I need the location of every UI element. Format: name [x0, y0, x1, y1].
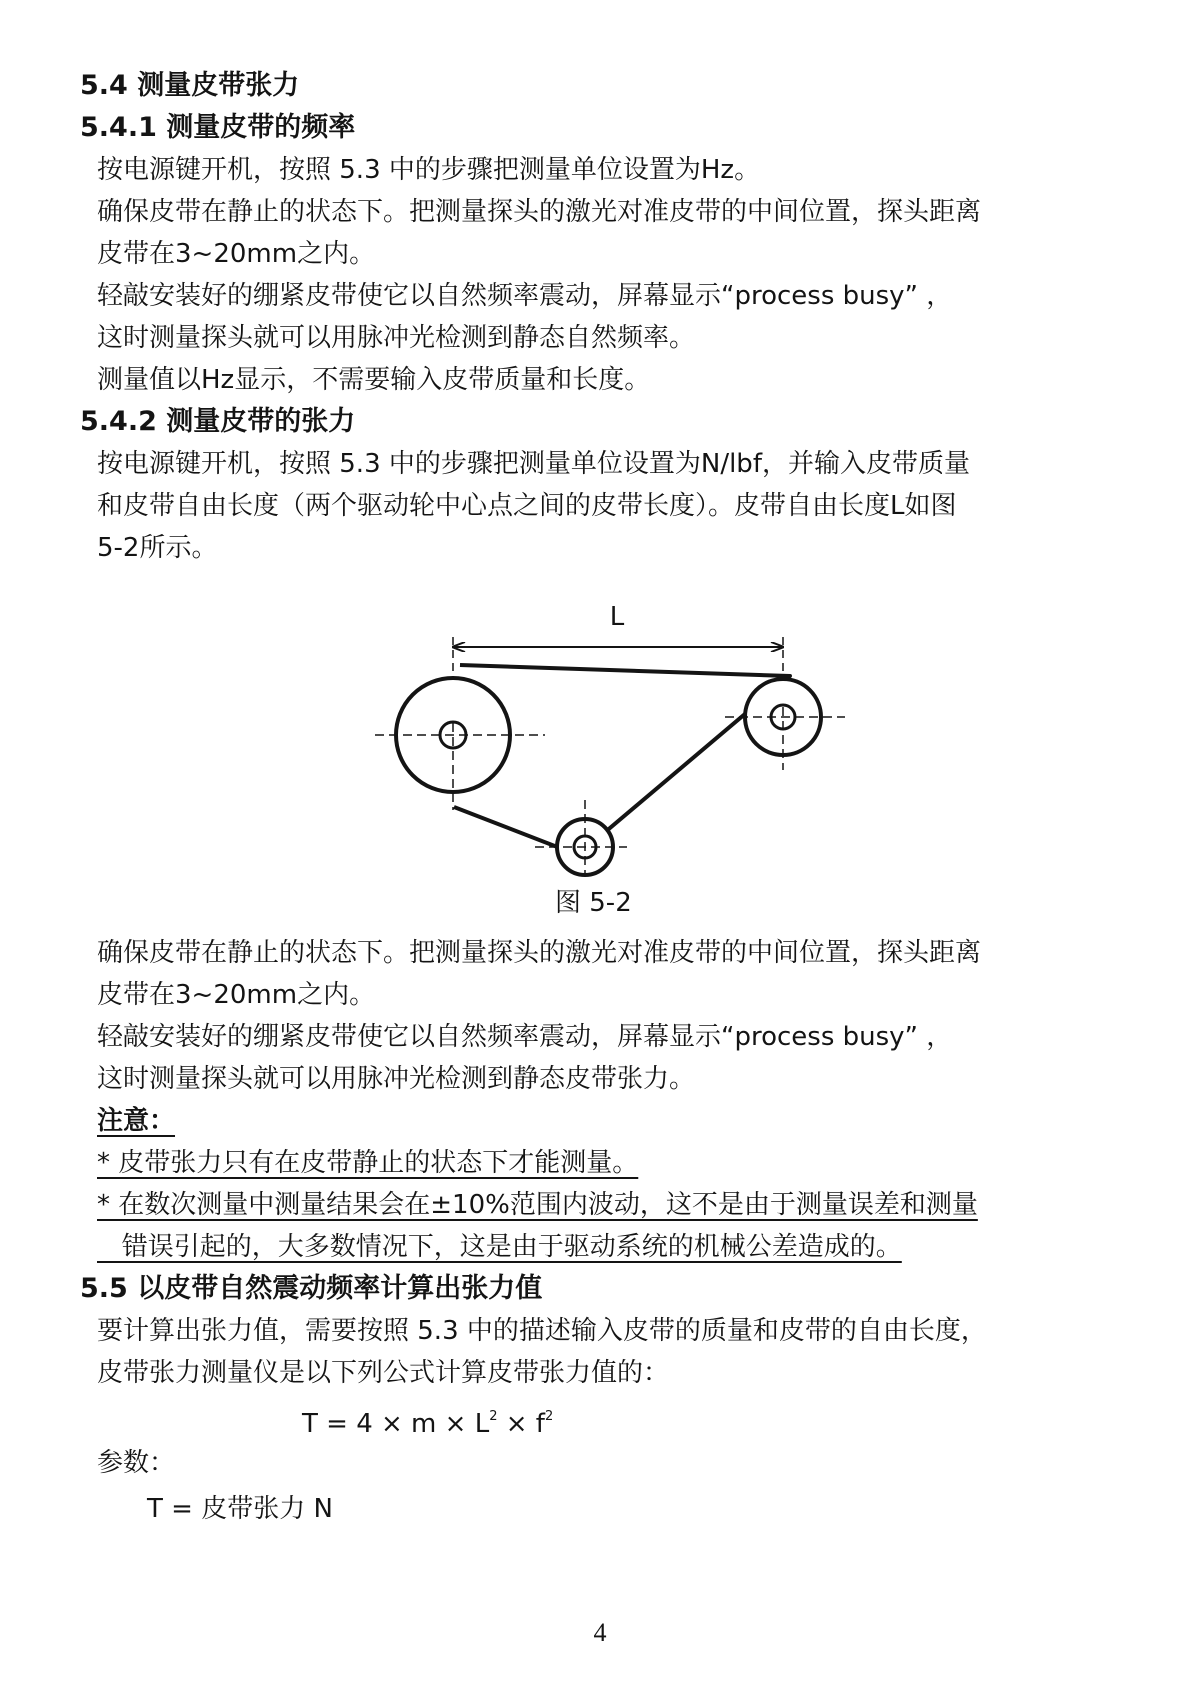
- paragraph-line: 皮带在3~20mm之内。: [97, 980, 376, 1010]
- paragraph-line: 按电源键开机，按照 5.3 中的步骤把测量单位设置为N/lbf，并输入皮带质量: [97, 449, 970, 479]
- page-number: 4: [593, 1618, 607, 1647]
- belt-drive-diagram: [355, 605, 855, 895]
- param-t: T = 皮带张力 N: [147, 1494, 333, 1524]
- paragraph-line: 要计算出张力值，需要按照 5.3 中的描述输入皮带的质量和皮带的自由长度，: [97, 1316, 987, 1346]
- section-5-5-title: 5.5 以皮带自然震动频率计算出张力值: [80, 1273, 543, 1304]
- paragraph-line: 5-2所示。: [97, 533, 218, 563]
- note-title: 注意：: [97, 1106, 176, 1136]
- note-line: 错误引起的，大多数情况下，这是由于驱动系统的机械公差造成的。: [97, 1232, 902, 1262]
- paragraph-line: 皮带张力测量仪是以下列公式计算皮带张力值的：: [97, 1358, 670, 1388]
- paragraph-line: 测量值以Hz显示，不需要输入皮带质量和长度。: [97, 365, 651, 395]
- figure-caption: 图 5-2: [555, 888, 632, 918]
- paragraph-line: 和皮带自由长度（两个驱动轮中心点之间的皮带长度）。皮带自由长度L如图: [97, 491, 957, 521]
- note-line: * 在数次测量中测量结果会在±10%范围内波动，这不是由于测量误差和测量: [97, 1190, 978, 1220]
- formula-main: T = 4 × m × L: [302, 1409, 490, 1439]
- paragraph-line: 轻敲安装好的绷紧皮带使它以自然频率震动，屏幕显示“process busy” ，: [97, 1022, 953, 1052]
- formula-exponent-l: 2: [489, 1409, 498, 1424]
- params-label: 参数：: [97, 1448, 176, 1478]
- paragraph-line: 按电源键开机，按照 5.3 中的步骤把测量单位设置为Hz。: [97, 155, 761, 185]
- paragraph-line: 确保皮带在静止的状态下。把测量探头的激光对准皮带的中间位置，探头距离: [97, 197, 982, 227]
- paragraph-line: 确保皮带在静止的状态下。把测量探头的激光对准皮带的中间位置，探头距离: [97, 938, 982, 968]
- paragraph-line: 这时测量探头就可以用脉冲光检测到静态自然频率。: [97, 323, 696, 353]
- paragraph-line: 皮带在3~20mm之内。: [97, 239, 376, 269]
- paragraph-line: 这时测量探头就可以用脉冲光检测到静态皮带张力。: [97, 1064, 696, 1094]
- length-label: L: [609, 605, 625, 632]
- formula-exponent-f: 2: [544, 1409, 554, 1424]
- paragraph-line: 轻敲安装好的绷紧皮带使它以自然频率震动，屏幕显示“process busy” ，: [97, 281, 953, 311]
- formula-mid: × f: [497, 1409, 545, 1439]
- section-5-4-title: 5.4 测量皮带张力: [80, 70, 300, 101]
- note-line: * 皮带张力只有在皮带静止的状态下才能测量。: [97, 1148, 639, 1178]
- section-5-4-1-title: 5.4.1 测量皮带的频率: [80, 112, 356, 143]
- section-5-4-2-title: 5.4.2 测量皮带的张力: [80, 406, 356, 437]
- tension-formula: [302, 1397, 553, 1444]
